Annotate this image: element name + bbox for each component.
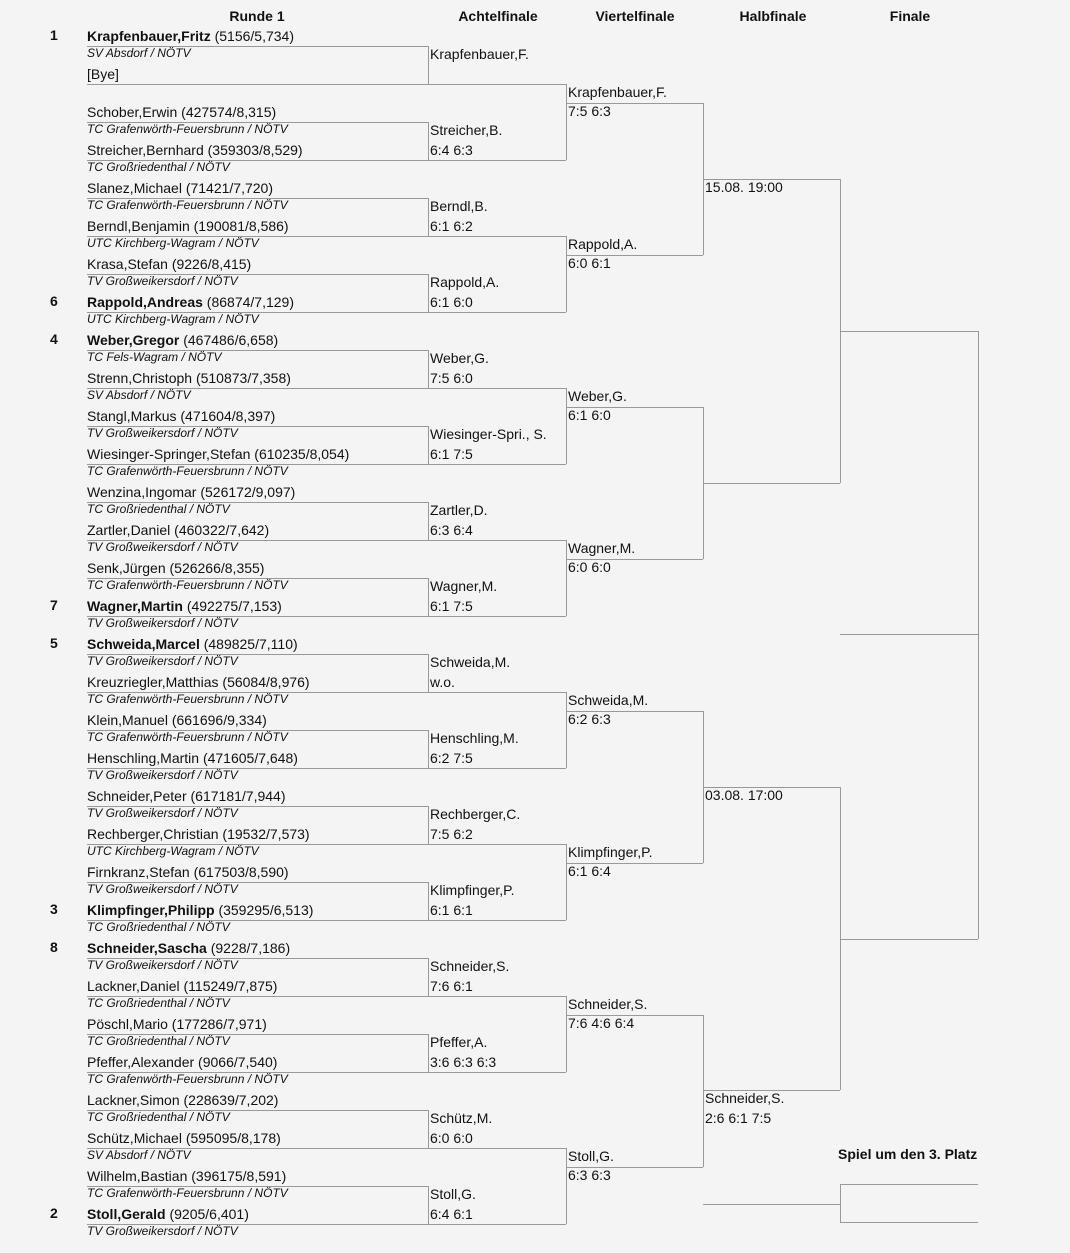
player-name: Strenn,Christoph <box>87 370 193 386</box>
r16-winner[interactable]: Wiesinger-Spri., S. <box>430 426 547 442</box>
r16-winner[interactable]: Schütz,M. <box>430 1110 493 1126</box>
player-ranking: (396175/8,591) <box>187 1168 287 1184</box>
r1-connector <box>428 806 429 844</box>
player-name: Berndl,Benjamin <box>87 218 190 234</box>
r16-line <box>428 540 566 541</box>
player-club: TC Großriedenthal / NÖTV <box>87 1034 230 1048</box>
r16-winner[interactable]: Zartler,D. <box>430 502 488 518</box>
player-name: Pfeffer,Alexander <box>87 1054 195 1070</box>
r16-winner[interactable]: Wagner,M. <box>430 578 498 594</box>
r16-score: 7:5 6:2 <box>430 826 473 842</box>
final-line <box>840 634 978 635</box>
r1-line <box>87 1110 428 1111</box>
player-entry[interactable] <box>87 331 278 349</box>
player-entry[interactable] <box>87 559 264 577</box>
player-club: UTC Kirchberg-Wagram / NÖTV <box>87 844 259 858</box>
player-ranking: (427574/8,315) <box>177 104 277 120</box>
player-ranking: (510873/7,358) <box>192 370 291 386</box>
qf-line <box>566 711 703 712</box>
player-name: Firnkranz,Stefan <box>87 864 190 880</box>
r1-line <box>87 312 428 313</box>
r16-line <box>428 1224 566 1225</box>
r1-connector <box>428 730 429 768</box>
player-club: TC Fels-Wagram / NÖTV <box>87 350 222 364</box>
r16-winner[interactable]: Henschling,M. <box>430 730 519 746</box>
player-entry[interactable] <box>87 293 294 311</box>
player-ranking: (9066/7,540) <box>194 1054 278 1070</box>
player-ranking: (595095/8,178) <box>181 1130 281 1146</box>
player-club: TV Großweikersdorf / NÖTV <box>87 958 238 972</box>
qf-score: 6:3 6:3 <box>568 1167 611 1183</box>
player-name: Zartler,Daniel <box>87 522 171 538</box>
player-entry[interactable] <box>87 939 290 957</box>
player-club: TC Grafenwörth-Feuersbrunn / NÖTV <box>87 198 288 212</box>
r1-line <box>87 46 428 47</box>
r16-connector <box>566 692 567 768</box>
r16-winner[interactable]: Streicher,B. <box>430 122 503 138</box>
third-place-line <box>840 1184 978 1185</box>
r1-line <box>87 160 428 161</box>
player-name: Wiesinger-Springer,Stefan <box>87 446 251 462</box>
header-viertelfinale: Viertelfinale <box>595 8 675 24</box>
r1-line <box>87 958 428 959</box>
r1-line <box>87 1148 428 1149</box>
r16-line <box>428 616 566 617</box>
qf-line <box>566 255 703 256</box>
r1-connector <box>428 1110 429 1148</box>
r1-line <box>87 274 428 275</box>
player-name: Weber,Gregor <box>87 332 180 348</box>
player-name: Wenzina,Ingomar <box>87 484 197 500</box>
qf-winner[interactable]: Klimpfinger,P. <box>568 844 653 860</box>
player-club: TV Großweikersdorf / NÖTV <box>87 806 238 820</box>
final-line <box>840 331 978 332</box>
player-ranking: (19532/7,573) <box>218 826 310 842</box>
r16-score: 6:4 6:3 <box>430 142 473 158</box>
player-name: Rechberger,Christian <box>87 826 219 842</box>
player-entry[interactable] <box>87 1167 286 1185</box>
player-entry[interactable] <box>87 749 298 767</box>
player-name: Stangl,Markus <box>87 408 177 424</box>
player-ranking: (526266/8,355) <box>165 560 265 576</box>
r16-line <box>428 768 566 769</box>
r1-line <box>87 540 428 541</box>
r16-line <box>428 692 566 693</box>
r1-line <box>87 122 428 123</box>
r16-winner[interactable]: Rechberger,C. <box>430 806 521 822</box>
player-ranking: (9205/6,401) <box>165 1206 249 1222</box>
player-ranking: (190081/8,586) <box>189 218 289 234</box>
player-club: UTC Kirchberg-Wagram / NÖTV <box>87 236 259 250</box>
player-name: Schütz,Michael <box>87 1130 182 1146</box>
r1-line <box>87 616 428 617</box>
player-club: TC Großriedenthal / NÖTV <box>87 160 230 174</box>
player-name: Lackner,Simon <box>87 1092 180 1108</box>
r1-line <box>87 996 428 997</box>
qf-line <box>566 559 703 560</box>
r1-line <box>87 350 428 351</box>
r16-score: 6:1 7:5 <box>430 598 473 614</box>
r16-score: 6:0 6:0 <box>430 1130 473 1146</box>
player-ranking: (5156/5,734) <box>210 28 294 44</box>
third-place-title: Spiel um den 3. Platz <box>838 1146 978 1162</box>
player-entry[interactable] <box>87 1205 249 1223</box>
player-club: SV Absdorf / NÖTV <box>87 1148 191 1162</box>
seed-number: 2 <box>50 1205 58 1221</box>
player-club: TC Grafenwörth-Feuersbrunn / NÖTV <box>87 122 288 136</box>
player-entry[interactable] <box>87 977 277 995</box>
r1-line <box>87 882 428 883</box>
r16-score: 6:1 7:5 <box>430 446 473 462</box>
r1-connector <box>428 958 429 996</box>
sf-score: 2:6 6:1 7:5 <box>705 1110 772 1126</box>
r1-connector <box>428 502 429 540</box>
qf-line <box>566 103 703 104</box>
r1-line <box>87 1034 428 1035</box>
player-club: TC Großriedenthal / NÖTV <box>87 502 230 516</box>
r16-connector <box>566 84 567 160</box>
player-club: TV Großweikersdorf / NÖTV <box>87 654 238 668</box>
r1-line <box>87 654 428 655</box>
r1-line <box>87 1072 428 1073</box>
player-club: SV Absdorf / NÖTV <box>87 388 191 402</box>
player-club: SV Absdorf / NÖTV <box>87 46 191 60</box>
player-ranking: (471605/7,648) <box>199 750 298 766</box>
sf-line <box>703 1090 840 1091</box>
seed-number: 1 <box>50 27 58 43</box>
r16-line <box>428 236 566 237</box>
qf-winner[interactable]: Wagner,M. <box>568 540 636 556</box>
player-club: TC Grafenwörth-Feuersbrunn / NÖTV <box>87 730 288 744</box>
third-place-line <box>840 1222 978 1223</box>
r16-score: 7:6 6:1 <box>430 978 473 994</box>
player-ranking: (86874/7,129) <box>202 294 294 310</box>
seed-number: 4 <box>50 331 58 347</box>
r16-score: 6:1 6:2 <box>430 218 473 234</box>
sf-entry[interactable]: 03.08. 17:00 <box>705 787 783 803</box>
player-ranking: (177286/7,971) <box>167 1016 267 1032</box>
player-entry[interactable] <box>87 407 275 425</box>
r16-connector <box>566 236 567 312</box>
player-name: Slanez,Michael <box>87 180 182 196</box>
r1-connector <box>428 1186 429 1224</box>
r16-connector <box>566 996 567 1072</box>
player-ranking: (610235/8,054) <box>250 446 350 462</box>
qf-line <box>566 863 703 864</box>
r16-score: 6:4 6:1 <box>430 1206 473 1222</box>
player-entry[interactable] <box>87 597 282 615</box>
r16-winner[interactable]: Krapfenbauer,F. <box>430 46 529 62</box>
player-club: TV Großweikersdorf / NÖTV <box>87 616 238 630</box>
sf-line <box>703 179 840 180</box>
seed-number: 3 <box>50 901 58 917</box>
r16-score: 6:1 6:1 <box>430 902 473 918</box>
header-runde-1: Runde 1 <box>229 8 285 24</box>
player-ranking: (71421/7,720) <box>181 180 274 196</box>
r1-line <box>87 1224 428 1225</box>
r1-line <box>87 844 428 845</box>
player-entry[interactable] <box>87 27 294 45</box>
player-ranking: (460322/7,642) <box>170 522 270 538</box>
player-ranking: (115249/7,875) <box>179 978 278 994</box>
seed-number: 8 <box>50 939 58 955</box>
r1-connector <box>428 46 429 84</box>
qf-connector <box>703 1015 704 1167</box>
r16-score: 3:6 6:3 6:3 <box>430 1054 497 1070</box>
r1-connector <box>428 198 429 236</box>
r16-winner[interactable]: Klimpfinger,P. <box>430 882 515 898</box>
player-name: Schober,Erwin <box>87 104 178 120</box>
player-entry[interactable] <box>87 787 285 805</box>
r16-score: 6:3 6:4 <box>430 522 473 538</box>
qf-score: 6:0 6:0 <box>568 559 611 575</box>
player-entry[interactable] <box>87 179 273 197</box>
r16-winner[interactable]: Schneider,S. <box>430 958 510 974</box>
player-club: TC Großriedenthal / NÖTV <box>87 1110 230 1124</box>
sf-entry[interactable]: Schneider,S. <box>705 1090 785 1106</box>
r1-connector <box>428 274 429 312</box>
player-club: TC Großriedenthal / NÖTV <box>87 920 230 934</box>
player-entry[interactable] <box>87 673 310 691</box>
player-ranking: (617503/8,590) <box>189 864 289 880</box>
player-name: Krapfenbauer,Fritz <box>87 28 211 44</box>
player-entry[interactable] <box>87 1129 281 1147</box>
header-achtelfinale: Achtelfinale <box>458 8 538 24</box>
r16-line <box>428 920 566 921</box>
r16-score: w.o. <box>430 674 455 690</box>
player-entry[interactable] <box>87 141 303 159</box>
player-club: UTC Kirchberg-Wagram / NÖTV <box>87 312 259 326</box>
r16-line <box>428 84 566 85</box>
r16-line <box>428 160 566 161</box>
qf-score: 6:1 6:4 <box>568 863 611 879</box>
r16-connector <box>566 540 567 616</box>
third-place-connector <box>840 1184 841 1222</box>
player-club: TV Großweikersdorf / NÖTV <box>87 1224 238 1238</box>
player-name: Wilhelm,Bastian <box>87 1168 188 1184</box>
qf-score: 6:0 6:1 <box>568 255 611 271</box>
player-entry[interactable] <box>87 521 269 539</box>
player-entry[interactable] <box>87 217 289 235</box>
player-entry[interactable] <box>87 711 267 729</box>
r1-connector <box>428 1034 429 1072</box>
player-entry[interactable] <box>87 825 310 843</box>
r16-line <box>428 312 566 313</box>
r1-line <box>87 768 428 769</box>
qf-score: 6:2 6:3 <box>568 711 611 727</box>
final-connector <box>978 331 979 634</box>
r1-line <box>87 426 428 427</box>
r16-connector <box>566 388 567 464</box>
player-name: Krasa,Stefan <box>87 256 168 272</box>
player-entry[interactable] <box>87 369 291 387</box>
r16-line <box>428 996 566 997</box>
player-ranking: (617181/7,944) <box>186 788 286 804</box>
player-ranking: (489825/7,110) <box>199 636 298 652</box>
player-name: Henschling,Martin <box>87 750 200 766</box>
player-club: TV Großweikersdorf / NÖTV <box>87 426 238 440</box>
player-club: TC Grafenwörth-Feuersbrunn / NÖTV <box>87 692 288 706</box>
r16-winner[interactable]: Pfeffer,A. <box>430 1034 488 1050</box>
r1-connector <box>428 882 429 920</box>
player-ranking: (467486/6,658) <box>179 332 279 348</box>
qf-winner[interactable]: Schweida,M. <box>568 692 649 708</box>
player-name: Rappold,Andreas <box>87 294 203 310</box>
player-entry[interactable] <box>87 863 289 881</box>
player-entry[interactable] <box>87 1053 277 1071</box>
player-ranking: (228639/7,202) <box>179 1092 279 1108</box>
r1-connector <box>428 350 429 388</box>
player-name: Wagner,Martin <box>87 598 183 614</box>
player-club: TV Großweikersdorf / NÖTV <box>87 540 238 554</box>
r1-line <box>87 464 428 465</box>
r1-line <box>87 84 428 85</box>
player-club: TV Großweikersdorf / NÖTV <box>87 274 238 288</box>
r1-connector <box>428 578 429 616</box>
player-ranking: (359303/8,529) <box>203 142 303 158</box>
player-entry[interactable] <box>87 103 276 121</box>
player-name: Streicher,Bernhard <box>87 142 204 158</box>
sf-line <box>703 787 840 788</box>
player-name: Lackner,Daniel <box>87 978 180 994</box>
player-club: TC Grafenwörth-Feuersbrunn / NÖTV <box>87 464 288 478</box>
qf-line <box>566 1015 703 1016</box>
player-name: Schneider,Peter <box>87 788 187 804</box>
r16-score: 7:5 6:0 <box>430 370 473 386</box>
r16-winner[interactable]: Berndl,B. <box>430 198 488 214</box>
player-ranking: (471604/8,397) <box>176 408 276 424</box>
player-entry[interactable] <box>87 635 298 653</box>
seed-number: 7 <box>50 597 58 613</box>
qf-winner[interactable]: Schneider,S. <box>568 996 648 1012</box>
header-finale: Finale <box>889 8 931 24</box>
player-ranking: (661696/9,334) <box>167 712 267 728</box>
r1-line <box>87 730 428 731</box>
r16-line <box>428 388 566 389</box>
r1-connector <box>428 654 429 692</box>
r16-score: 6:1 6:0 <box>430 294 473 310</box>
player-club: TV Großweikersdorf / NÖTV <box>87 768 238 782</box>
r1-connector <box>428 426 429 464</box>
r1-line <box>87 388 428 389</box>
player-club: TC Grafenwörth-Feuersbrunn / NÖTV <box>87 1186 288 1200</box>
player-ranking: (526172/9,097) <box>196 484 296 500</box>
seed-number: 6 <box>50 293 58 309</box>
player-ranking: (492275/7,153) <box>182 598 282 614</box>
player-name: Senk,Jürgen <box>87 560 166 576</box>
player-name: Kreuzriegler,Matthias <box>87 674 219 690</box>
player-ranking: (9228/7,186) <box>206 940 291 956</box>
player-club: TV Großweikersdorf / NÖTV <box>87 882 238 896</box>
qf-winner[interactable]: Krapfenbauer,F. <box>568 84 667 100</box>
r1-line <box>87 198 428 199</box>
r1-line <box>87 502 428 503</box>
player-club: TC Großriedenthal / NÖTV <box>87 996 230 1010</box>
qf-line <box>566 407 703 408</box>
r16-line <box>428 1072 566 1073</box>
qf-winner[interactable]: Weber,G. <box>568 388 627 404</box>
header-halbfinale: Halbfinale <box>739 8 807 24</box>
r1-line <box>87 578 428 579</box>
r16-winner[interactable]: Schweida,M. <box>430 654 511 670</box>
player-entry[interactable] <box>87 255 251 273</box>
r16-connector <box>566 1148 567 1224</box>
r1-line <box>87 806 428 807</box>
player-ranking: (56084/8,976) <box>218 674 310 690</box>
player-name: Schneider,Sascha <box>87 940 207 956</box>
player-name: Klein,Manuel <box>87 712 168 728</box>
r16-winner[interactable]: Weber,G. <box>430 350 489 366</box>
player-entry[interactable] <box>87 901 313 919</box>
r16-connector <box>566 844 567 920</box>
qf-winner[interactable]: Rappold,A. <box>568 236 638 252</box>
final-connector <box>978 634 979 939</box>
player-entry[interactable] <box>87 445 349 463</box>
r16-winner[interactable]: Rappold,A. <box>430 274 500 290</box>
seed-number: 5 <box>50 635 58 651</box>
third-place-line <box>703 1204 840 1205</box>
r1-connector <box>428 122 429 160</box>
final-line <box>840 939 978 940</box>
sf-line <box>703 483 840 484</box>
r1-line <box>87 1186 428 1187</box>
r16-score: 6:2 7:5 <box>430 750 473 766</box>
qf-score: 6:1 6:0 <box>568 407 611 423</box>
player-entry[interactable] <box>87 65 119 83</box>
player-name: [Bye] <box>87 66 119 82</box>
qf-winner[interactable]: Stoll,G. <box>568 1148 614 1164</box>
player-name: Klimpfinger,Philipp <box>87 902 215 918</box>
r1-line <box>87 692 428 693</box>
r16-line <box>428 1148 566 1149</box>
qf-score: 7:5 6:3 <box>568 103 611 119</box>
r16-winner[interactable]: Stoll,G. <box>430 1186 476 1202</box>
qf-score: 7:6 4:6 6:4 <box>568 1015 635 1031</box>
player-ranking: (9226/8,415) <box>167 256 252 272</box>
player-name: Schweida,Marcel <box>87 636 200 652</box>
player-entry[interactable] <box>87 1091 278 1109</box>
player-club: TC Grafenwörth-Feuersbrunn / NÖTV <box>87 578 288 592</box>
sf-entry[interactable]: 15.08. 19:00 <box>705 179 783 195</box>
player-name: Stoll,Gerald <box>87 1206 166 1222</box>
player-club: TC Grafenwörth-Feuersbrunn / NÖTV <box>87 1072 288 1086</box>
r16-line <box>428 464 566 465</box>
r1-line <box>87 236 428 237</box>
r16-line <box>428 844 566 845</box>
player-ranking: (359295/6,513) <box>214 902 314 918</box>
player-name: Pöschl,Mario <box>87 1016 168 1032</box>
player-entry[interactable] <box>87 483 295 501</box>
player-entry[interactable] <box>87 1015 267 1033</box>
qf-line <box>566 1167 703 1168</box>
r1-line <box>87 920 428 921</box>
